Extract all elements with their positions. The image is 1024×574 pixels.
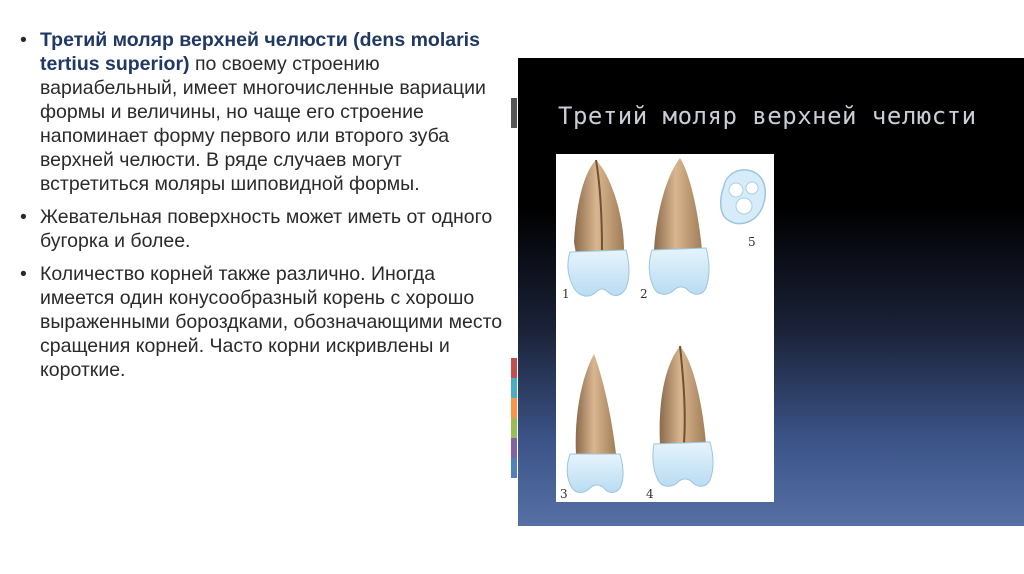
tooth-3 bbox=[560, 354, 623, 501]
tooth-2-label: 2 bbox=[640, 287, 648, 301]
teeth-illustration bbox=[556, 154, 774, 502]
tooth-1-label: 1 bbox=[562, 287, 570, 301]
tooth-5-label: 5 bbox=[748, 235, 756, 249]
bullet-2-text: Жевательная поверхность может иметь от одного бугорка и более. bbox=[40, 206, 493, 252]
edge-strip bbox=[511, 98, 517, 528]
figure-title: Третий моляр верхней челюсти bbox=[558, 102, 977, 130]
figure-panel bbox=[518, 58, 1024, 526]
bullet-2 bbox=[18, 205, 504, 253]
bullet-dot: • bbox=[20, 263, 27, 285]
bullet-dot: • bbox=[20, 206, 27, 228]
bullet-1-text: по своему строению вариабельный, имеет многочисленные вариации формы и величины, но чаще его строение напоминает форму первого или второго зуба верхней челюсти. В ряде случаев могут встретиться моляры шиповидной формы. bbox=[40, 53, 486, 195]
tooth-4-label: 4 bbox=[646, 487, 654, 501]
bullet-1 bbox=[18, 28, 504, 196]
teeth-drawing bbox=[556, 154, 774, 502]
tooth-2 bbox=[640, 158, 709, 301]
tooth-4 bbox=[646, 346, 713, 501]
text-column bbox=[18, 28, 504, 391]
bullet-3-text: Количество корней также различно. Иногда имеется один конусообразный корень с хорошо выраженными бороздками, обозначающими место сращения корней. Часто корни искривлены и короткие. bbox=[40, 263, 503, 381]
bullet-dot: • bbox=[20, 29, 27, 51]
tooth-3-label: 3 bbox=[560, 487, 568, 501]
bullet-3 bbox=[18, 262, 504, 382]
tooth-1 bbox=[562, 160, 629, 301]
bullet-1-emphasis: Третий моляр верхней челюсти (dens molaris tertius superior) bbox=[40, 29, 480, 75]
tooth-5 bbox=[721, 170, 766, 249]
